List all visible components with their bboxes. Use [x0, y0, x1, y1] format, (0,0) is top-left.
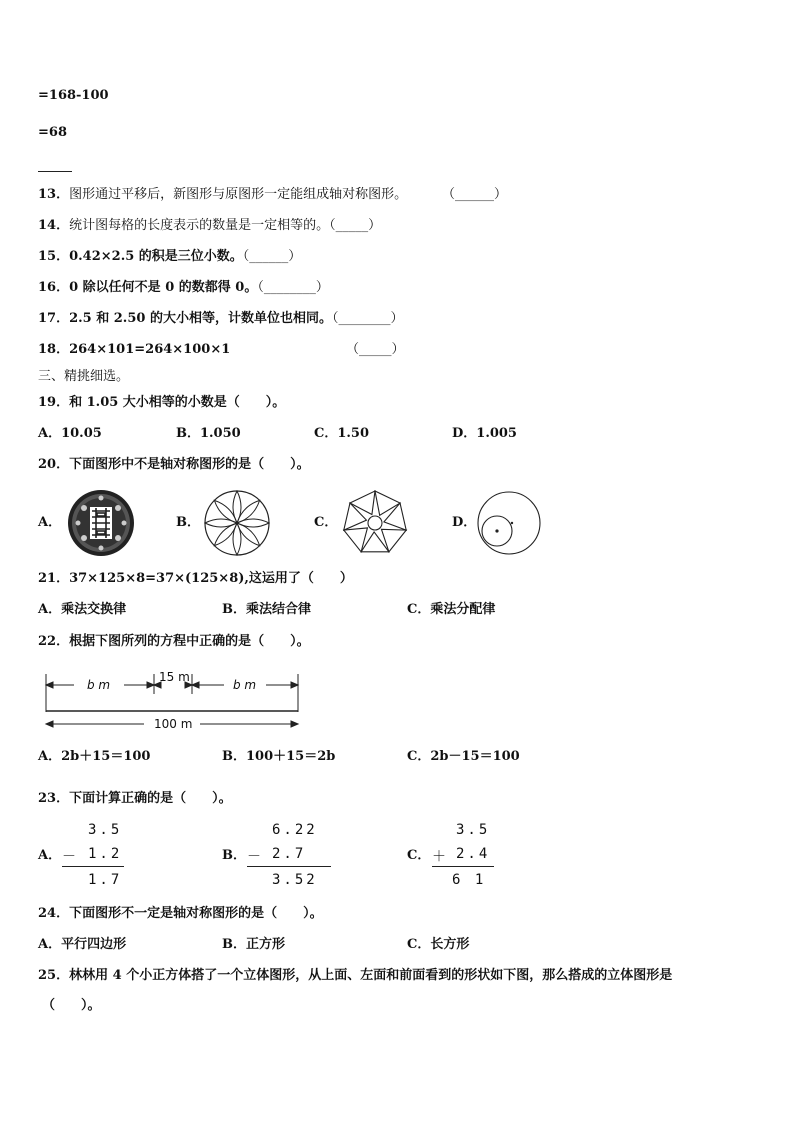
q22-option-b[interactable]: B．100＋15＝2b [222, 749, 336, 764]
question-23-stem: 23．下面计算正确的是（ ）。 [38, 791, 232, 806]
question-24-stem: 24．下面图形不一定是轴对称图形的是（ ）。 [38, 906, 323, 921]
question-14 [38, 218, 381, 234]
question-15 [38, 249, 301, 265]
question-17 [38, 311, 403, 327]
q19-option-b[interactable]: B．1.050 [176, 426, 241, 441]
q24-option-a[interactable]: A．平行四边形 [38, 937, 127, 952]
q23-option-a-label[interactable]: A． [38, 848, 62, 863]
question-number: 14． [38, 218, 70, 233]
calc-line-1: =168-100 [38, 88, 109, 103]
q22-option-a[interactable]: A．2b＋15＝100 [38, 749, 151, 764]
q23-option-b-label[interactable]: B． [222, 848, 246, 863]
q20-option-b-label[interactable]: B． [176, 515, 200, 530]
segment-label-b-left: b m [87, 678, 111, 692]
question-number: 15． [38, 249, 70, 264]
question-number: 18． [38, 342, 70, 357]
answer-blank-17[interactable]: （________） [331, 311, 404, 326]
q21-option-b[interactable]: B．乘法结合律 [222, 602, 311, 617]
answer-blank-16[interactable]: （________） [257, 280, 329, 295]
answer-blank-15[interactable]: （______） [242, 249, 302, 264]
q20-option-d-label[interactable]: D． [452, 515, 477, 530]
q19-option-a[interactable]: A．10.05 [38, 426, 102, 441]
pinwheel-figure [337, 489, 413, 559]
question-25-stem: 25．林林用 4 个小正方体搭了一个立体图形，从上面、左面和前面看到的形状如下图，那么搭成的立体图形是 [38, 968, 673, 983]
petal [237, 519, 269, 527]
answer-blank-13[interactable]: （______） [442, 187, 508, 202]
q23-c-top: 3.5 [456, 822, 491, 838]
question-20-stem: 20．下面图形中不是轴对称图形的是（ ）。 [38, 457, 310, 472]
question-22-stem: 22．根据下图所列的方程中正确的是（ ）。 [38, 634, 310, 649]
q20-option-a-label[interactable]: A． [38, 515, 62, 530]
question-16 [38, 280, 329, 296]
question-13 [38, 187, 407, 203]
question-number: 17． [38, 311, 70, 326]
q23-c-bottom: 2.4 [456, 846, 491, 862]
q23-a-operator: － [62, 849, 79, 865]
segment-label-total: 100 m [154, 717, 193, 731]
q23-a-top: 3.5 [88, 822, 123, 838]
q23-b-operator: － [247, 849, 264, 865]
answer-blank-18[interactable]: （_____） [346, 342, 405, 357]
q21-option-c[interactable]: C．乘法分配律 [407, 602, 496, 617]
q23-b-rule [247, 866, 331, 867]
question-number: 16． [38, 280, 70, 295]
question-text: 264×101=264×100×1 [69, 342, 231, 357]
segment-label-15: 15 m [159, 670, 190, 684]
question-19-stem: 19．和 1.05 大小相等的小数是（ ）。 [38, 395, 286, 410]
question-25-answer-paren: （ ）。 [42, 998, 101, 1013]
question-number: 13． [38, 187, 70, 202]
q23-a-bottom: 1.2 [88, 846, 123, 862]
question-18 [38, 342, 230, 358]
question-text: 0 除以任何不是 0 的数都得 0。 [69, 280, 258, 295]
question-text: 2.5 和 2.50 的大小相等，计数单位也相同。 [69, 311, 332, 326]
pinwheel-blade [344, 503, 367, 530]
question-text: 0.42×2.5 的积是三位小数。 [69, 249, 243, 264]
pinwheel-blade [384, 503, 406, 530]
q19-option-c[interactable]: C．1.50 [314, 426, 370, 441]
petal [233, 523, 241, 555]
question-21-stem: 21．37×125×8=37×(125×8),这运用了（ ） [38, 571, 353, 586]
q19-option-d[interactable]: D．1.005 [452, 426, 517, 441]
q23-b-top: 6.22 [272, 822, 318, 838]
segment-label-b-right: b m [233, 678, 257, 692]
question-text: 图形通过平移后，新图形与原图形一定能组成轴对称图形。 [69, 187, 408, 202]
q21-option-a[interactable]: A．乘法交换律 [38, 602, 127, 617]
medallion-figure [66, 488, 136, 558]
question-text: 统计图每格的长度表示的数量是一定相等的。 [69, 218, 330, 233]
q20-option-c-label[interactable]: C． [314, 515, 338, 530]
petal [205, 519, 237, 527]
pinwheel-blade [350, 491, 375, 515]
q23-a-rule [62, 866, 124, 867]
petal-circle-figure [203, 489, 271, 557]
q23-option-c-label[interactable]: C． [407, 848, 431, 863]
section-heading: 三、精挑细选。 [38, 369, 130, 384]
q23-c-rule [432, 866, 494, 867]
petal [233, 491, 241, 523]
answer-blank-14[interactable]: （_____） [329, 218, 382, 233]
pinwheel-blade [381, 529, 406, 552]
pinwheel-blade [375, 491, 400, 515]
q23-a-result: 1.7 [88, 872, 123, 888]
q24-option-c[interactable]: C．长方形 [407, 937, 470, 952]
answer-line [38, 171, 72, 172]
nested-circles-figure [476, 490, 542, 556]
q23-c-result: 6 1 [452, 872, 487, 888]
q23-c-operator: ＋ [432, 849, 449, 865]
calc-line-2: =68 [38, 125, 67, 140]
q23-b-bottom: 2.7 [272, 846, 307, 862]
q24-option-b[interactable]: B．正方形 [222, 937, 285, 952]
q23-b-result: 3.52 [272, 872, 318, 888]
q22-option-c[interactable]: C．2b－15＝100 [407, 749, 520, 764]
